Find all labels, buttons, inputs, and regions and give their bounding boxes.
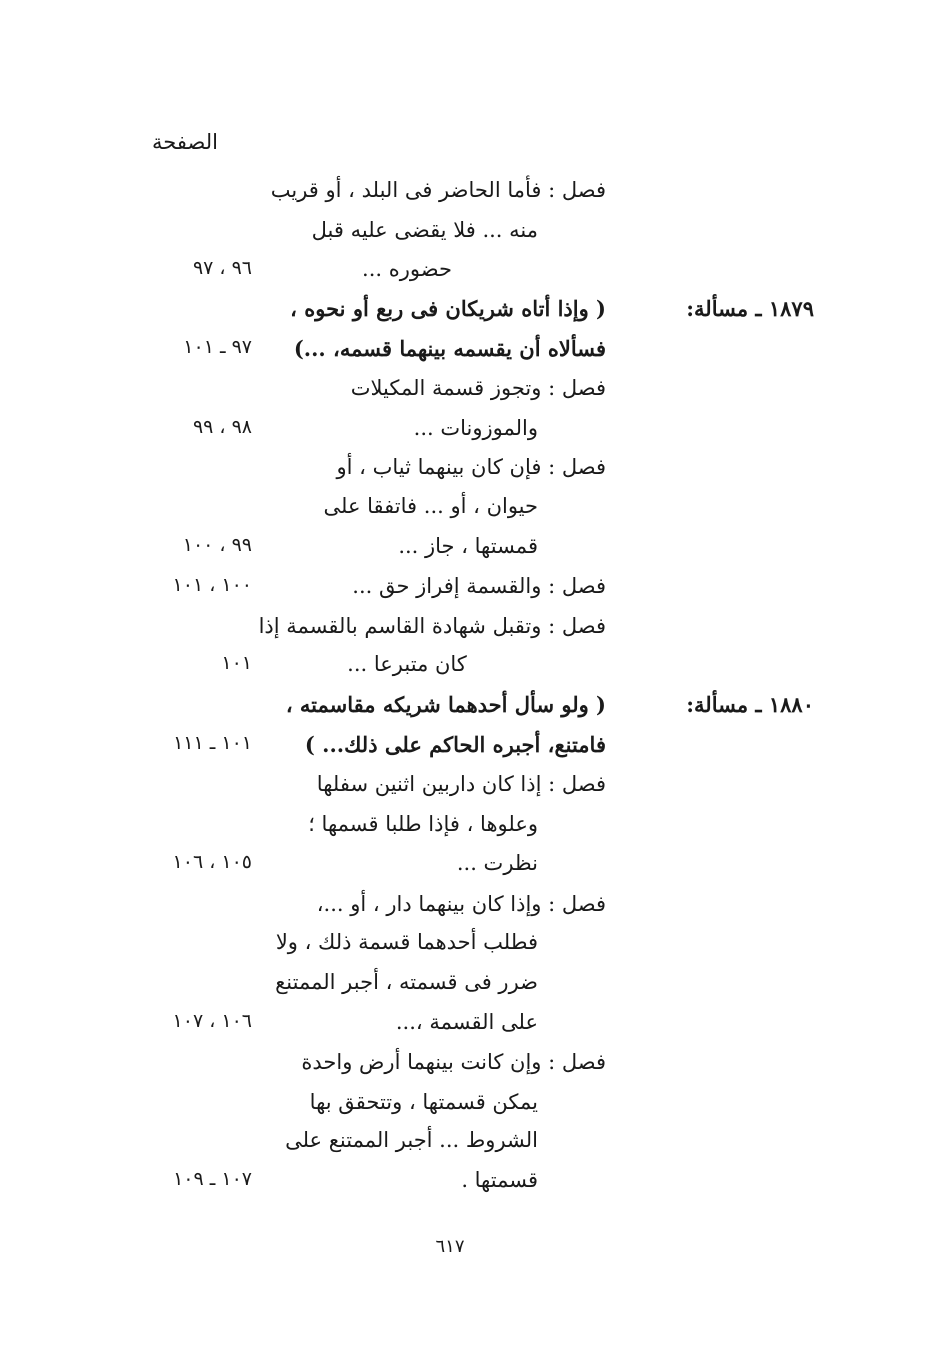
entry-text: وعلوها ، فإذا طلبا قسمها ؛: [308, 812, 538, 836]
entry-text: فصل : فإن كان بينهما ثياب ، أو: [336, 455, 606, 479]
page-ref: ٩٨ ، ٩٩: [192, 416, 252, 438]
entry-text: فصل : والقسمة إفراز حق ...: [352, 574, 606, 598]
index-line: [0, 892, 942, 932]
index-line: [0, 296, 942, 336]
entry-text: فصل : وإذا كان بينهما دار ، أو ...،: [316, 892, 606, 916]
page-ref: ١٠٥ ، ١٠٦: [172, 851, 252, 873]
entry-text: يمكن قسمتها ، وتتحقق بها: [309, 1090, 538, 1114]
index-line: [0, 257, 942, 297]
index-line: [0, 1090, 942, 1130]
page-ref: ١٠٧ ـ ١٠٩: [173, 1168, 252, 1190]
page-ref: ١٠١: [221, 652, 252, 674]
index-line: [0, 336, 942, 376]
page-ref: ٩٧ ـ ١٠١: [183, 336, 252, 358]
index-line: [0, 970, 942, 1010]
index-line: [0, 732, 942, 772]
entry-text: فامتنع، أجبره الحاكم على ذلك... ): [304, 732, 606, 757]
entry-text: على القسمة ،...: [395, 1010, 538, 1034]
index-line: [0, 851, 942, 891]
index-line: [0, 1128, 942, 1168]
index-line: [0, 930, 942, 970]
masala-label: ١٨٧٩ ـ مسألة:: [686, 296, 814, 321]
index-line: [0, 455, 942, 495]
entry-text: حيوان ، أو ... فاتفقا على: [323, 494, 538, 518]
entry-text: فصل : إذا كان داربين اثنين سفلها: [316, 772, 606, 796]
entry-text: فصل : وإن كانت بينهما أرض واحدة: [301, 1050, 606, 1074]
index-line: [0, 178, 942, 218]
index-line: [0, 494, 942, 534]
page-ref: ١٠١ ـ ١١١: [173, 732, 252, 754]
index-line: [0, 692, 942, 732]
index-line: [0, 416, 942, 456]
page-number: ٦١٧: [435, 1236, 465, 1257]
index-line: [0, 376, 942, 416]
index-line: [0, 614, 942, 654]
entry-text: قمستها ، جاز ...: [398, 534, 538, 558]
page-ref: ٩٩ ، ١٠٠: [182, 534, 252, 556]
entry-text: ( وإذا أتاه شريكان فى ربع أو نحوه ،: [290, 296, 606, 321]
index-line: [0, 534, 942, 574]
page-ref: ٩٦ ، ٩٧: [192, 257, 252, 279]
entry-text: فطلب أحدهما قسمة ذلك ، ولا: [275, 930, 538, 954]
index-line: [0, 812, 942, 852]
entry-text: كان متبرعا ...: [347, 652, 467, 676]
entry-text: فسألاه أن يقسمه بينهما قسمه، ...): [293, 336, 606, 361]
index-line: [0, 772, 942, 812]
index-line: [0, 574, 942, 614]
entry-text: والموزونات ...: [413, 416, 538, 440]
entry-text: منه ... فلا يقضى عليه قبل: [311, 218, 538, 242]
entry-text: قسمتها .: [461, 1168, 538, 1192]
index-line: [0, 1010, 942, 1050]
index-line: [0, 218, 942, 258]
entry-text: ضرر فى قسمته ، أجبر الممتنع: [275, 970, 538, 994]
masala-label: ١٨٨٠ ـ مسألة:: [686, 692, 814, 717]
entry-text: فصل : فأما الحاضر فى البلد ، أو قريب: [270, 178, 606, 202]
entry-text: الشروط ... أجبر الممتنع على: [285, 1128, 538, 1152]
page-ref: ١٠٠ ، ١٠١: [172, 574, 252, 596]
index-line: [0, 652, 942, 692]
page-column-header: الصفحة: [152, 130, 218, 154]
entry-text: ( ولو سأل أحدهما شريكه مقاسمته ،: [285, 692, 606, 717]
entry-text: حضوره ...: [362, 257, 452, 281]
index-line: [0, 1050, 942, 1090]
entry-text: نظرت ...: [456, 851, 538, 875]
index-line: [0, 1168, 942, 1208]
entry-text: فصل : وتجوز قسمة المكيلات: [350, 376, 606, 400]
page-ref: ١٠٦ ، ١٠٧: [172, 1010, 252, 1032]
entry-text: فصل : وتقبل شهادة القاسم بالقسمة إذا: [258, 614, 606, 638]
